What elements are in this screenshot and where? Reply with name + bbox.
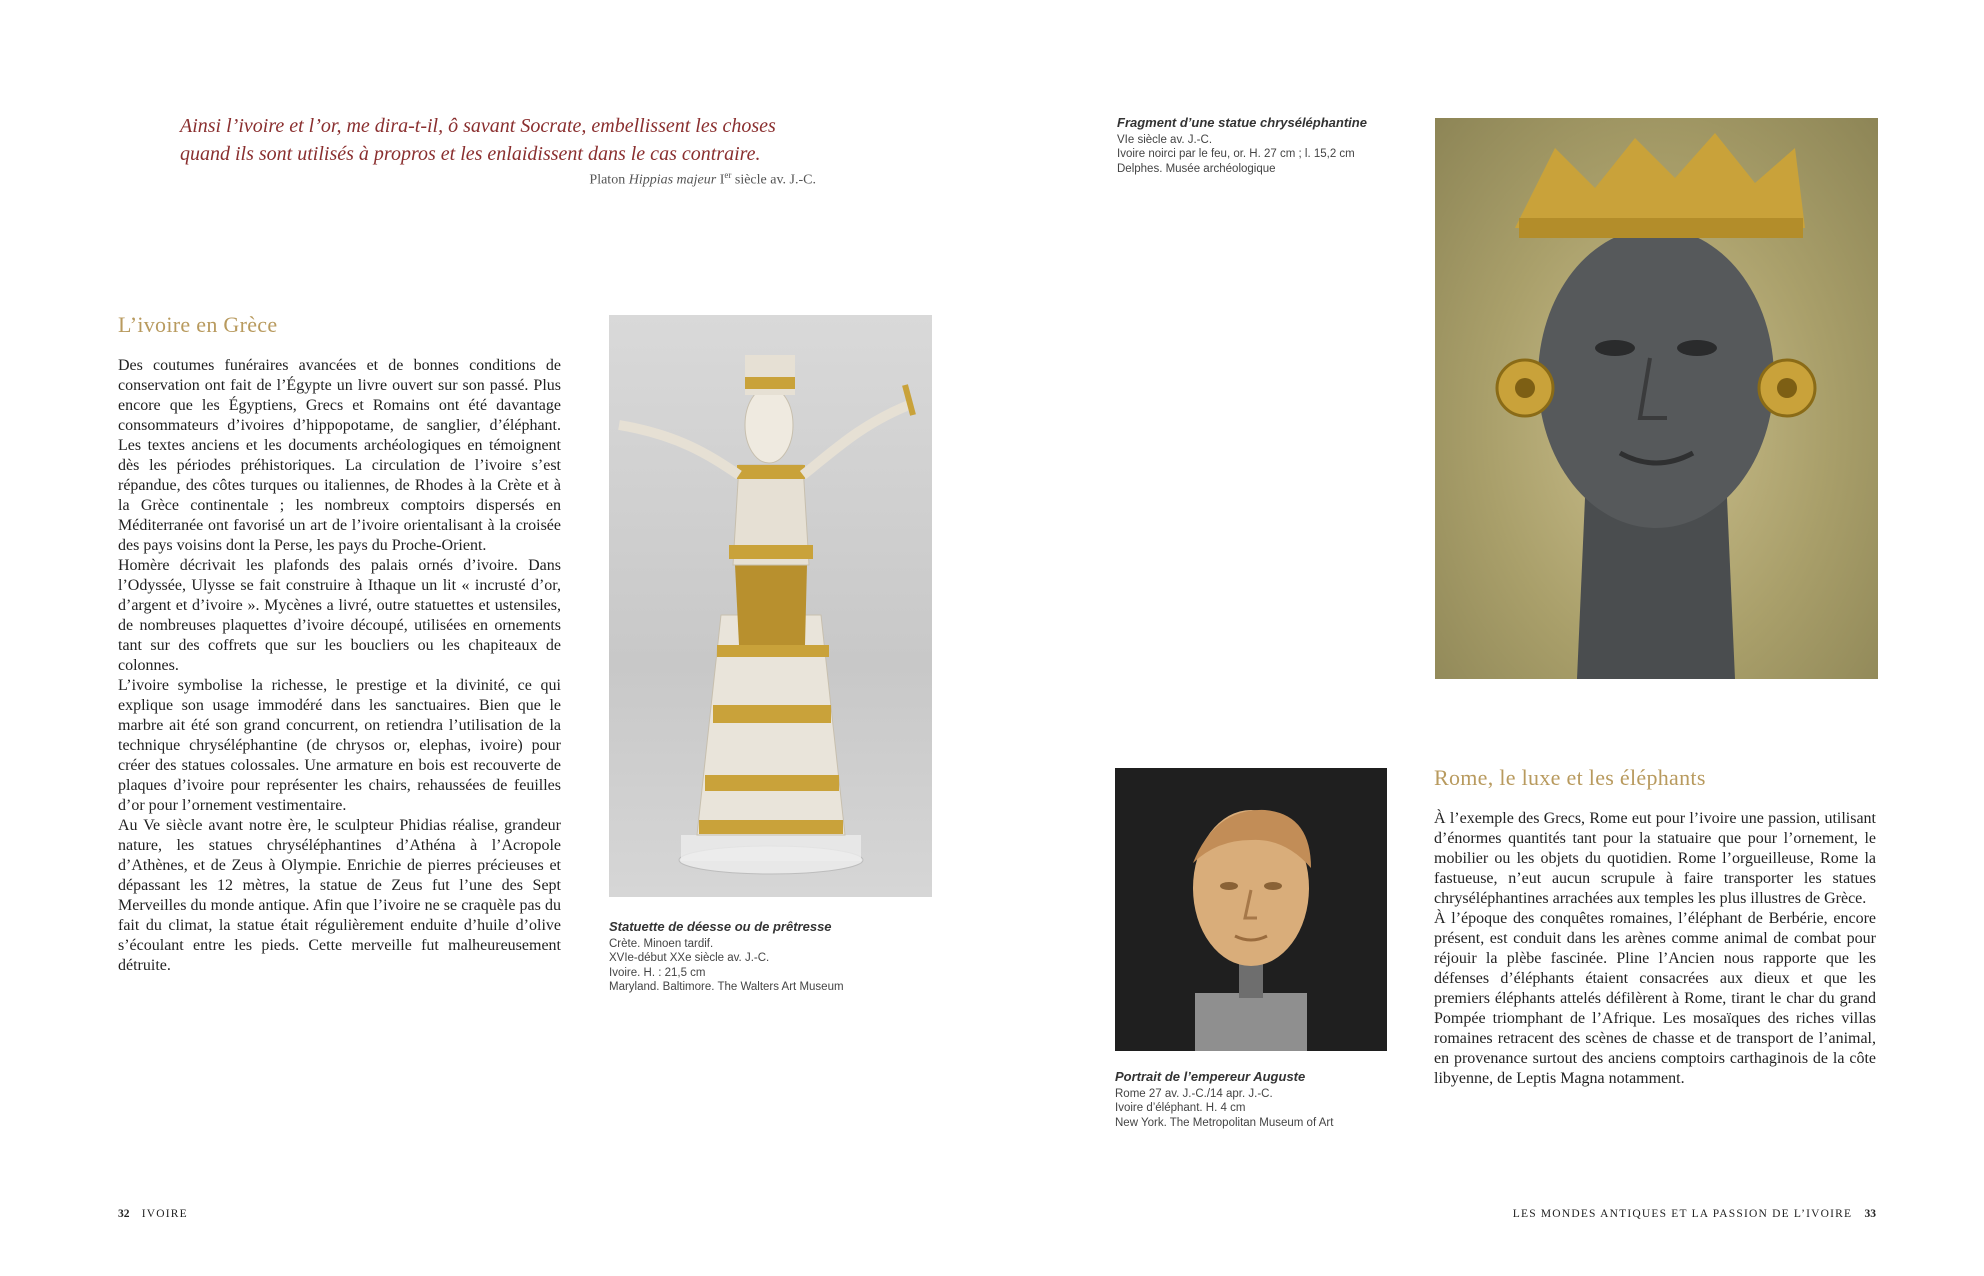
caption-line: Crète. Minoen tardif. [609,937,714,950]
caption-title: Fragment d’une statue chryséléphantine [1117,115,1367,130]
chryselephantine-head-photo [1435,118,1878,679]
paragraph: L’ivoire symbolise la richesse, le prestige et la divinité, ce qui explique son usage immodéré dans les sanctuaires. Bien que le marbre ait été son grand concurrent, on retiendra l’utilisation de la technique chryséléphantine (de chrysos or, elephas, ivoire) pour créer des statues colossales. Une armature en bois est recouverte de plaques d’ivoire pour représenter les chairs, rehaussées de feuilles d’or pour l’ornement vestimentaire. [118,677,561,814]
caption-line: Delphes. Musée archéologique [1117,162,1276,175]
goddess-statuette-photo [609,315,932,897]
auguste-portrait-illustration [1115,768,1387,1051]
caption-line: XVIe-début XXe siècle av. J.-C. [609,952,770,964]
footer-left [118,1208,188,1220]
caption-line: VIe siècle av. J.-C. [1117,133,1213,146]
caption-line: New York. The Metropolitan Museum of Art [1115,1116,1334,1129]
running-title-left: IVOIRE [141,1208,188,1220]
paragraph: À l’exemple des Grecs, Rome eut pour l’ivoire une passion, utilisant d’énormes quantités tant pour la statuaire que pour l’ornement, le mobilier ou les objets du quotidien. Rome l’orgueilleuse, Rome la fastueuse, n’eut aucun scrupule à faire transporter les statues chryséléphantines arrachées aux temples les plus illustres de Grèce. [1434,810,1876,907]
paragraph: À l’époque des conquêtes romaines, l’éléphant de Berbérie, encore présent, est conduit dans les arènes comme animal de combat pour réjouir la plèbe fascinée. Pline l’Ancien nous rapporte que les défenses d’éléphants étaient consacrées aux dieux et que les premiers éléphants attelés défilèrent à Rome, tirant le char du grand Pompée triomphant de l’Afrique. Les mosaïques des riches villas romaines retracent des scènes de chasse et de transport de l’animal, en provenance surtout des anciens comptoirs carthaginois de la côte libyenne, de Leptis Magna notamment. [1434,910,1876,1087]
page-number-right: 33 [1864,1208,1876,1220]
caption-fragment [1117,116,1417,176]
caption-line: Ivoire d’éléphant. H. 4 cm [1115,1102,1246,1114]
auguste-portrait-photo [1115,768,1387,1051]
caption-title: Portrait de l’empereur Auguste [1115,1069,1306,1084]
epigraph-quote [180,112,840,168]
heading-ivoire-grece: L’ivoire en Grèce [118,312,278,337]
running-title-right: LES MONDES ANTIQUES ET LA PASSION DE L’IVOIRE [1512,1208,1853,1220]
caption-goddess [609,920,939,995]
left-body-text [118,356,561,976]
caption-line: Maryland. Baltimore. The Walters Art Museum [609,981,844,993]
paragraph: Des coutumes funéraires avancées et de bonnes conditions de conservation ont fait de l’Égypte un livre ouvert sur son passé. Plus encore que les Égyptiens, Grecs et Romains ont été davantage consommateurs d’ivoires d’hippopotame, de sanglier, d’éléphant. Les textes anciens et les documents archéologiques en témoignent dès les périodes préhistoriques. La circulation de l’ivoire s’est répandue, des côtes turques ou italiennes, de Rhodes à la Crète et à la Grèce continentale ; les nombreux comptoirs dispersés en Méditerranée ont favorisé un art de l’ivoire orientalisant à la croisée des pays voisins dont la Perse, les pays du Proche-Orient. [118,357,561,554]
caption-line: Ivoire noirci par le feu, or. H. 27 cm ; l. 15,2 cm [1117,148,1355,160]
quote-line-1: Ainsi l’ivoire et l’or, me dira-t-il, ô savant Socrate, embellissent les choses [180,115,776,137]
caption-auguste [1115,1070,1415,1130]
quote-line-2: quand ils sont utilisés à propros et les enlaidissent dans le cas contraire. [180,143,761,165]
page-number-left: 32 [118,1208,130,1220]
paragraph: Au Ve siècle avant notre ère, le sculpteur Phidias réalise, grandeur nature, les statues chryséléphantines d’Athéna à l’Acropole d’Athènes, et de Zeus à Olympie. Enrichie de pierres précieuses et dépassant les 12 mètres, la statue de Zeus fut l’une des Sept Merveilles du monde antique. Afin que l’ivoire ne se craquèle pas du fait du climat, la statue était régulièrement enduite d’huile d’olive s’écoulant entre les pieds. Cette merveille fut malheureusement détruite. [118,817,561,974]
caption-line: Ivoire. H. : 21,5 cm [609,966,706,979]
heading-rome-luxe: Rome, le luxe et les éléphants [1434,765,1706,790]
right-body-text [1434,809,1876,1089]
paragraph: Homère décrivait les plafonds des palais ornés d’ivoire. Dans l’Odyssée, Ulysse se fait construire à Ithaque un lit « incrusté d’or, d’argent et d’ivoire ». Mycènes a livré, outre statuettes et ustensiles, de nombreuses plaquettes d’ivoire découpé, utilisées en ornements tant sur des coffrets que sur les boucliers ou les chapiteaux de colonnes. [118,557,561,674]
goddess-statuette-illustration [609,315,932,897]
chryselephantine-head-illustration [1435,118,1878,679]
footer-right [1513,1208,1876,1220]
caption-title: Statuette de déesse ou de prêtresse [609,919,832,934]
quote-source: Platon Hippias majeur Ier siècle av. J.-C. [589,170,816,188]
caption-line: Rome 27 av. J.-C./14 apr. J.-C. [1115,1087,1273,1100]
